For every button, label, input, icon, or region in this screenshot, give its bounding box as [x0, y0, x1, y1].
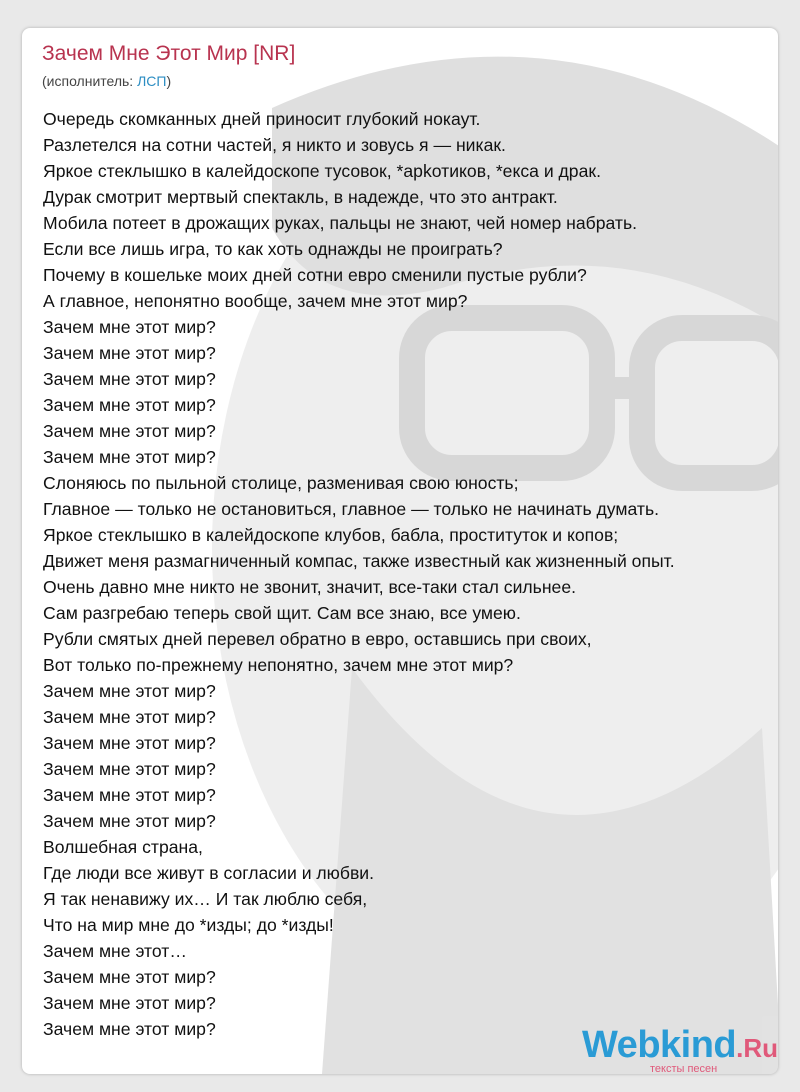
- artist-line: [42, 73, 171, 89]
- logo-main-text: Webkind: [582, 1024, 737, 1066]
- lyrics-text: [43, 106, 778, 1042]
- lyric-line: Почему в кошельке моих дней сотни евро сменили пустые рубли?: [43, 265, 587, 285]
- webkind-logo[interactable]: [582, 1024, 778, 1074]
- logo-wordmark: [582, 1024, 778, 1067]
- lyric-line: Зачем мне этот мир?: [43, 993, 216, 1013]
- lyric-line: Я так ненавижу их… И так люблю себя,: [43, 889, 368, 909]
- lyric-line: Зачем мне этот мир?: [43, 785, 216, 805]
- artist-suffix: ): [166, 73, 172, 89]
- lyric-line: Сам разгребаю теперь свой щит. Сам все знаю, все умею.: [43, 603, 521, 623]
- lyric-line: Яркое стеклышко в калейдоскопе клубов, бабла, проституток и копов;: [43, 525, 619, 545]
- lyric-line: Зачем мне этот мир?: [43, 733, 216, 753]
- lyric-line: Зачем мне этот мир?: [43, 343, 216, 363]
- lyric-line: Яркое стеклышко в калейдоскопе тусовок, *арkотиков, *екса и драк.: [43, 161, 601, 181]
- lyric-line: А главное, непонятно вообще, зачем мне этот мир?: [43, 291, 468, 311]
- artist-link[interactable]: ЛСП: [137, 73, 167, 89]
- lyric-line: Зачем мне этот мир?: [43, 447, 216, 467]
- logo-tagline: тексты песен: [650, 1063, 718, 1074]
- lyric-line: Зачем мне этот…: [43, 941, 187, 961]
- lyric-line: Зачем мне этот мир?: [43, 395, 216, 415]
- lyric-line: Зачем мне этот мир?: [43, 759, 216, 779]
- lyric-line: Вот только по-прежнему непонятно, зачем мне этот мир?: [43, 655, 514, 675]
- lyric-line: Движет меня размагниченный компас, также известный как жизненный опыт.: [43, 551, 675, 571]
- lyric-line: Слоняюсь по пыльной столице, разменивая свою юность;: [43, 473, 519, 493]
- lyric-line: Очень давно мне никто не звонит, значит, все-таки стал сильнее.: [43, 577, 576, 597]
- lyric-line: Зачем мне этот мир?: [43, 707, 216, 727]
- lyric-line: Зачем мне этот мир?: [43, 421, 216, 441]
- lyrics-card: [22, 28, 778, 1074]
- lyric-line: Если все лишь игра, то как хоть однажды не проиграть?: [43, 239, 503, 259]
- lyric-line: Зачем мне этот мир?: [43, 369, 216, 389]
- lyric-line: Зачем мне этот мир?: [43, 1019, 216, 1039]
- lyric-line: Где люди все живут в согласии и любви.: [43, 863, 375, 883]
- lyric-line: Что на мир мне до *изды; до *изды!: [43, 915, 334, 935]
- lyric-line: Дурак смотрит мертвый спектакль, в надежде, что это антракт.: [43, 187, 558, 207]
- lyric-line: Зачем мне этот мир?: [43, 317, 216, 337]
- logo-tld: .Ru: [736, 1033, 778, 1063]
- lyric-line: Мобила потеет в дрожащих руках, пальцы не знают, чей номер набрать.: [43, 213, 638, 233]
- artist-prefix: (исполнитель:: [42, 73, 138, 89]
- lyric-line: Зачем мне этот мир?: [43, 811, 216, 831]
- lyric-line: Зачем мне этот мир?: [43, 967, 216, 987]
- lyric-line: Волшебная страна,: [43, 837, 203, 857]
- lyric-line: Разлетелся на сотни частей, я никто и зовусь я — никак.: [43, 135, 506, 155]
- lyric-line: Очередь скомканных дней приносит глубокий нокаут.: [43, 109, 481, 129]
- song-title: Зачем Мне Этот Мир [NR]: [42, 42, 296, 65]
- lyric-line: Рубли смятых дней перевел обратно в евро, оставшись при своих,: [43, 629, 592, 649]
- lyric-line: Зачем мне этот мир?: [43, 681, 216, 701]
- lyric-line: Главное — только не остановиться, главное — только не начинать думать.: [43, 499, 660, 519]
